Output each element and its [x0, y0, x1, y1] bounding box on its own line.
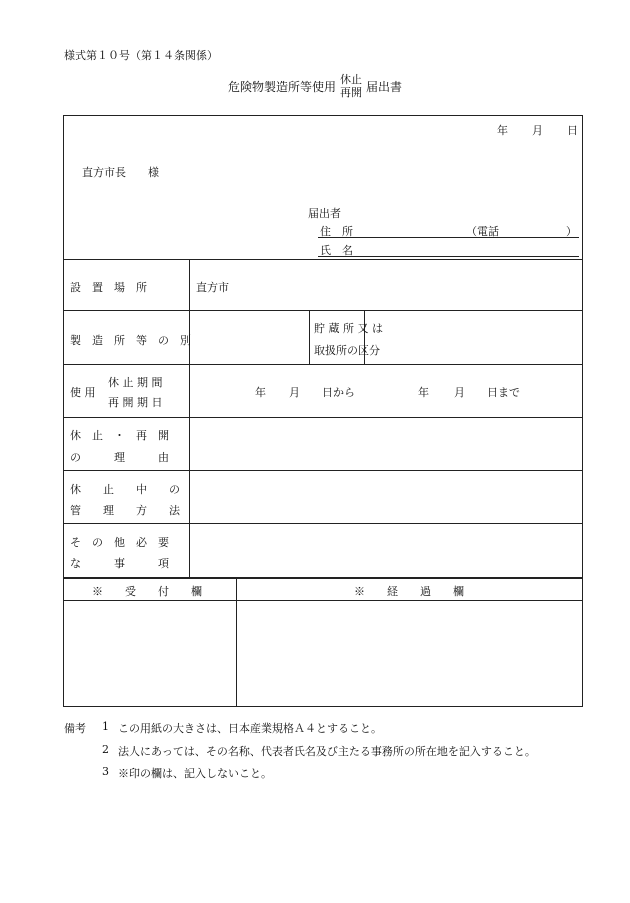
title-prefix: 危険物製造所等使用 — [227, 79, 336, 94]
title-stack-bottom: 再開 — [340, 86, 362, 99]
addressee: 直方市長 様 — [82, 166, 159, 179]
period-month-2: 月 — [454, 386, 465, 399]
title-suffix: 届出書 — [366, 79, 403, 94]
period-month-1: 月 — [289, 386, 300, 399]
form-table — [63, 115, 583, 707]
reason-label-line2: の 理 由 — [70, 451, 169, 464]
other-label-line1: そ の 他 必 要 — [70, 536, 169, 549]
form-title — [0, 73, 630, 99]
period-year-1: 年 — [255, 386, 266, 399]
row-divider-other — [63, 577, 583, 579]
location-value: 直方市 — [196, 281, 229, 294]
phone-close: ） — [566, 225, 577, 238]
note-3-num: 3 — [102, 765, 109, 778]
address-label: 住 所 — [320, 225, 353, 238]
address-underline — [318, 237, 579, 238]
note-1-text: この用紙の大きさは、日本産業規格Ａ４とすること。 — [118, 722, 382, 735]
row-divider-facility — [63, 364, 583, 365]
title-stack-top: 休止 — [340, 73, 362, 86]
period-year-2: 年 — [418, 386, 429, 399]
form-number: 様式第１０号（第１４条関係） — [64, 49, 218, 62]
notifier-label: 届出者 — [308, 207, 341, 220]
date-month: 月 — [532, 124, 543, 137]
name-label: 氏 名 — [320, 244, 353, 257]
col-divider-storage-left — [309, 310, 310, 364]
mgmt-label-line1: 休 止 中 の — [70, 483, 180, 496]
period-from: 日から — [322, 386, 355, 399]
row-divider-reception-header — [63, 600, 583, 601]
phone-label: （電話 — [466, 225, 499, 238]
reception-label: ※ 受 付 欄 — [92, 585, 202, 598]
col-divider-reception — [236, 577, 237, 707]
notes-heading: 備考 — [64, 722, 86, 735]
period-until: 日まで — [487, 386, 520, 399]
date-day: 日 — [567, 124, 578, 137]
resume-date-label: 再 開 期 日 — [108, 396, 163, 409]
row-divider-mgmt — [63, 523, 583, 524]
storage-label-line2: 取扱所の区分 — [314, 344, 380, 357]
mgmt-label-line2: 管 理 方 法 — [70, 504, 180, 517]
row-divider-header — [63, 259, 583, 260]
row-divider-location — [63, 310, 583, 311]
row-divider-reason — [63, 470, 583, 471]
note-2-text: 法人にあっては、その名称、代表者氏名及び主たる事務所の所在地を記入すること。 — [118, 745, 536, 758]
facility-type-label: 製 造 所 等 の 別 — [70, 334, 191, 347]
note-2-num: 2 — [102, 743, 109, 756]
storage-label-line1: 貯 蔵 所 又 は — [314, 322, 383, 335]
location-label: 設 置 場 所 — [70, 281, 147, 294]
date-year: 年 — [497, 124, 508, 137]
other-label-line2: な 事 項 — [70, 557, 169, 570]
name-underline — [318, 256, 579, 257]
reason-label-line1: 休 止 ・ 再 開 — [70, 429, 169, 442]
col-divider-labels — [189, 259, 190, 577]
title-stack — [340, 73, 362, 99]
note-1-num: 1 — [102, 720, 109, 733]
progress-label: ※ 経 過 欄 — [354, 585, 464, 598]
use-label: 使 用 — [70, 386, 96, 399]
suspend-period-label: 休 止 期 間 — [108, 376, 163, 389]
row-divider-period — [63, 417, 583, 418]
note-3-text: ※印の欄は、記入しないこと。 — [118, 767, 272, 780]
